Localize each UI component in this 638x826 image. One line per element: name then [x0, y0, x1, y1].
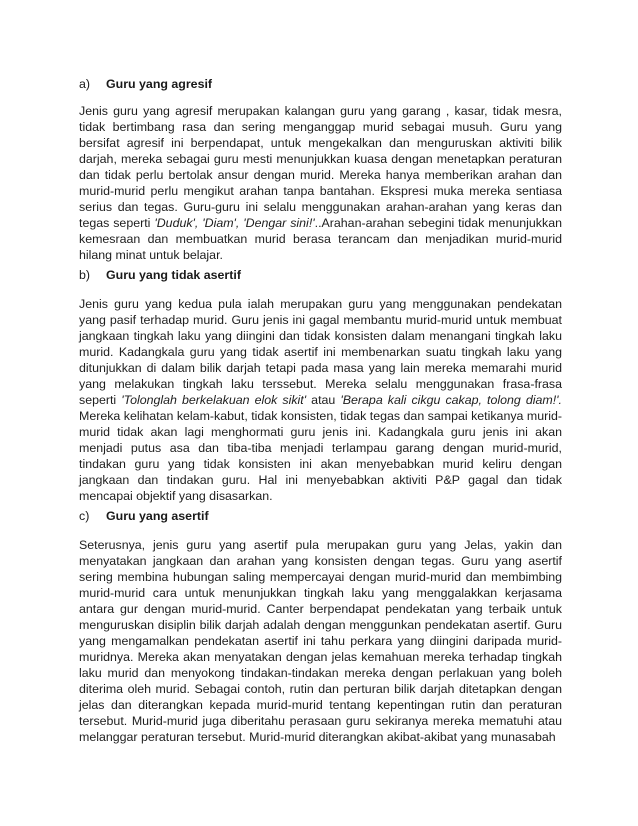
section-b-label: b) — [79, 268, 91, 282]
section-b-heading — [79, 268, 241, 283]
section-a-paragraph — [79, 103, 562, 263]
section-c-paragraph — [79, 537, 562, 745]
section-b-quote-1: 'Tolonglah berkelakuan elok sikit' — [121, 393, 307, 407]
section-c-title: Guru yang asertif — [106, 509, 209, 523]
section-a-title: Guru yang agresif — [106, 77, 213, 91]
section-b-quote-2: 'Berapa kali cikgu cakap, tolong diam!'. — [340, 393, 562, 407]
section-b-title: Guru yang tidak asertif — [106, 268, 241, 282]
section-a-quote: 'Duduk', 'Diam', 'Dengar sini!' — [154, 216, 315, 230]
section-c-heading — [79, 509, 209, 524]
section-a-text-1: Jenis guru yang agresif merupakan kalangan guru yang garang , kasar, tidak mesra, tidak bertimbang rasa dan sering menganggap murid sebagai musuh. Guru yang bersifat agresif ini berpendapat, untuk mengekalkan dan menguruskan aktiviti bilik darjah, mereka sebagai guru mesti menunjukkan kuasa dengan menetapkan peraturan dan tidak perlu bertolak ansur dengan murid. Mereka hanya memberikan arahan dan murid-murid perlu mengikut arahan tanpa bantahan. Ekspresi muka mereka sentiasa serius dan tegas. Guru-guru ini selalu menggunakan arahan-arahan yang keras dan tegas seperti — [79, 104, 562, 230]
section-a-label: a) — [79, 77, 91, 91]
section-a-text-2: ..Arahan-arahan sebegini tidak menunjukkan kemesraan dan membuatkan murid berasa terancam dan menjadikan murid-murid hilang minat untuk belajar. — [79, 216, 562, 262]
section-b-text-2: Mereka kelihatan kelam-kabut, tidak konsisten, tidak tegas dan sampai ketikanya murid-murid tidak akan lagi menghormati guru jenis ini. Kadangkala guru jenis ini akan menjadi putus asa dan tiba-tiba menjadi terlampau garang dengan murid-murid, tindakan guru yang tidak konsisten ini akan menyebabkan murid keliru dengan jangkaan dan tindakan guru. Hal ini menyebabkan aktiviti P&P gagal dan tidak mencapai objektif yang disasarkan. — [79, 409, 562, 503]
section-a-heading — [79, 77, 212, 92]
section-c-label: c) — [79, 509, 90, 523]
section-b-text-mid: atau — [306, 393, 341, 407]
section-c-text-1: Seterusnya, jenis guru yang asertif pula merupakan guru yang Jelas, yakin dan menyatakan jangkaan dan arahan yang konsisten dengan tegas. Guru yang asertif sering membina hubungan saling mempercayai dengan murid-murid dan membimbing murid-murid cara untuk menunjukkan tingkah laku yang menggalakkan kerjasama antara gur dengan murid-murid. Canter berpendapat pendekatan yang terbaik untuk menguruskan disiplin bilik darjah adalah dengan menggunkan pendekatan asertif. Guru yang mengamalkan pendekatan asertif ini tahu perkara yang diingini daripada murid-muridnya. Mereka akan menyatakan dengan jelas kemahuan mereka terhadap tingkah laku murid dan menyokong tindakan-tindakan mereka dengan perlakuan yang boleh diterima oleh murid. Sebagai contoh, rutin dan perturan bilik darjah ditetapkan dengan jelas dan diterangkan kepada murid-murid tentang kepentingan rutin dan peraturan tersebut. Murid-murid juga diberitahu perasaan guru sekiranya mereka mematuhi atau melanggar peraturan tersebut. Murid-murid diterangkan akibat-akibat yang munasabah — [79, 538, 562, 744]
section-b-text-1: Jenis guru yang kedua pula ialah merupakan guru yang menggunakan pendekatan yang pasif terhadap murid. Guru jenis ini gagal membantu murid-murid untuk membuat jangkaan tingkah laku yang diingini dan tidak konsisten dalam menangani tingkah laku murid. Kadangkala guru yang tidak asertif ini membenarkan suatu tingkah laku yang ditunjukkan di dalam bilik darjah tetapi pada masa yang lain mereka memarahi murid yang melakukan tingkah laku terssebut. Mereka selalu menggunakan frasa-frasa seperti — [79, 297, 562, 407]
section-b-paragraph — [79, 296, 562, 504]
